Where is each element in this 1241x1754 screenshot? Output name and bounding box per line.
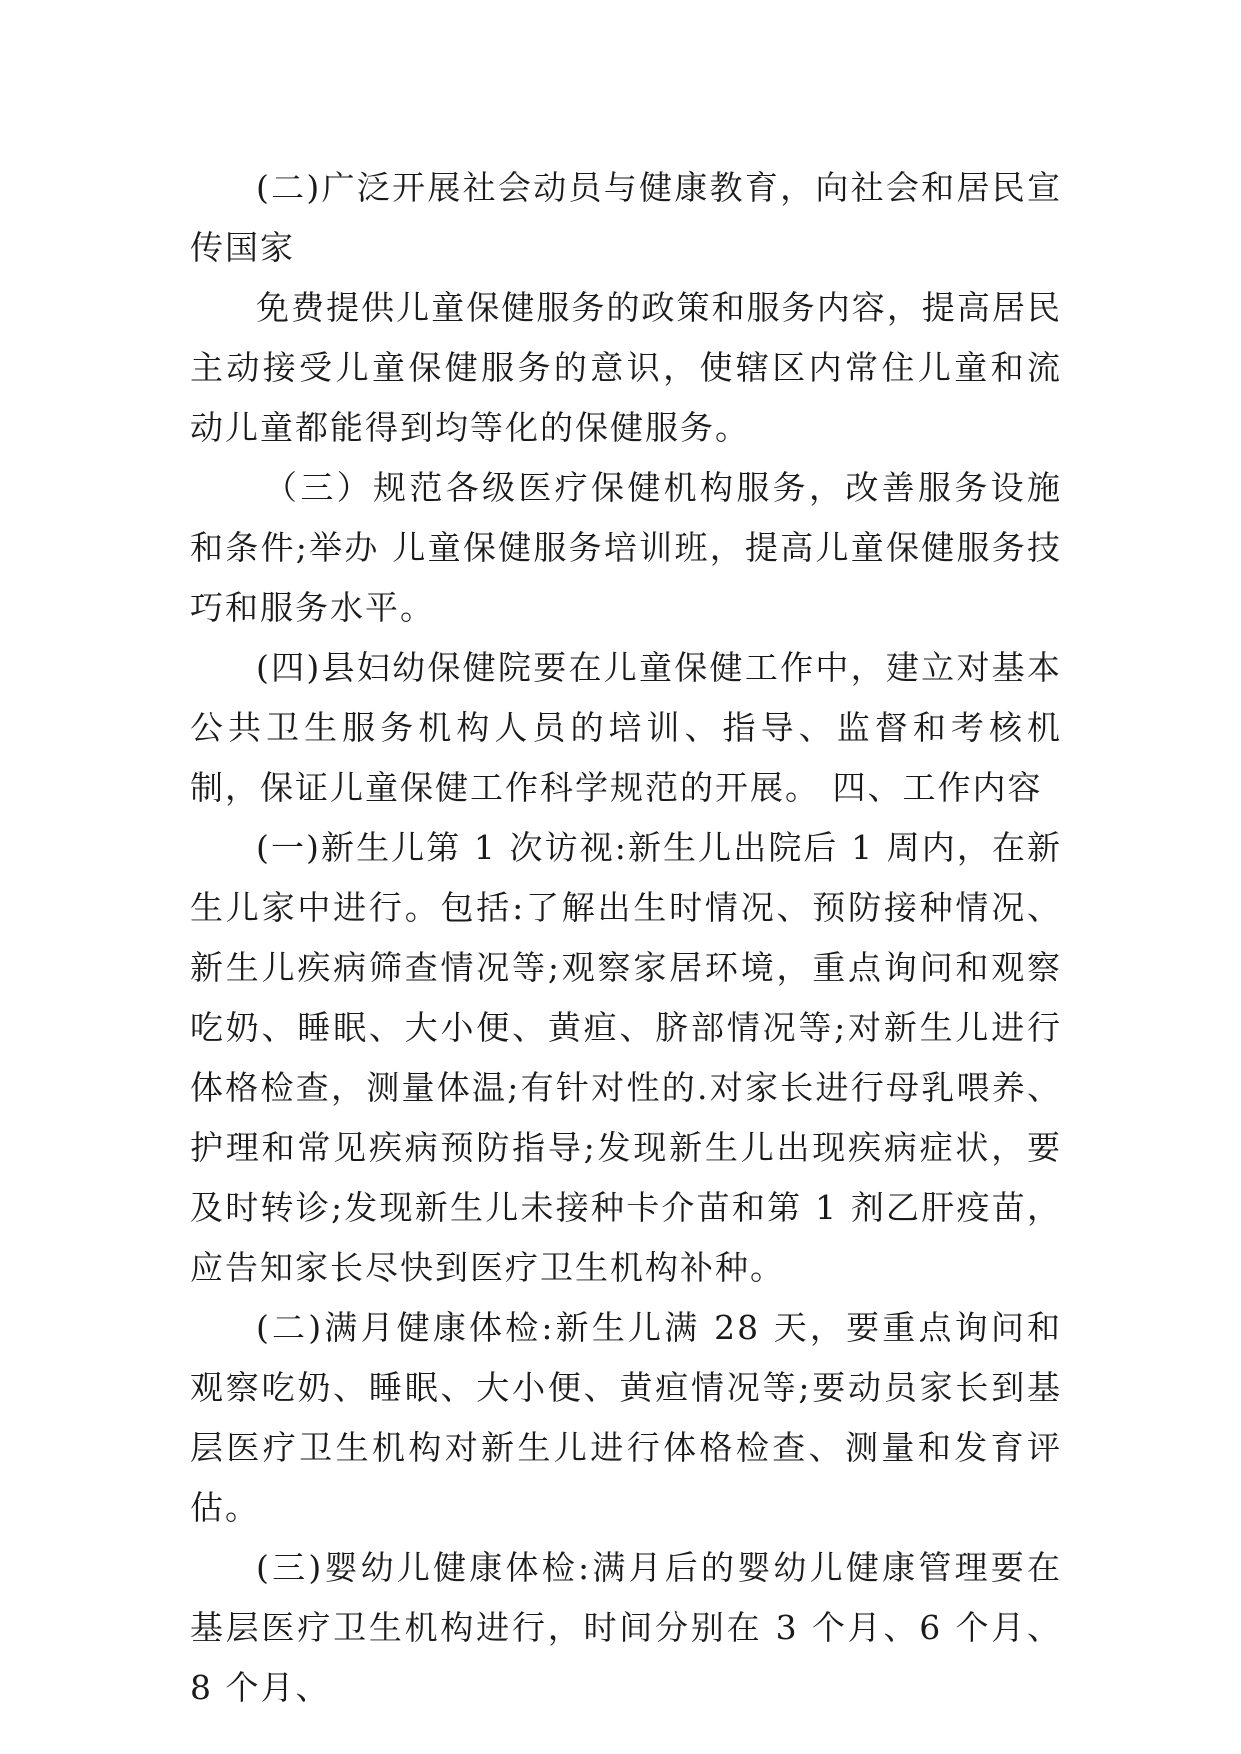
paragraph-social-mobilization: (二)广泛开展社会动员与健康教育，向社会和居民宣传国家 xyxy=(190,168,1062,267)
paragraph-newborn-first-visit: (一)新生儿第 1 次访视:新生儿出院后 1 周内，在新生儿家中进行。包括:了解出生时情况、预防接种情况、新生儿疾病筛查情况等;观察家居环境，重点询问和观察吃奶、睡眠、大小便、黄疸、脐部情况等;对新生儿进行体格检查，测量体温;有针对性的.对家长进行母乳喂养、护理和常见疾病预防指导;发现新生儿出现疾病症状，要及时转诊;发现新生儿未接种卡介苗和第 1 剂乙肝疫苗，应告知家长尽快到医疗卫生机构补种。 xyxy=(190,828,1062,1287)
paragraph-full-month-checkup: (二)满月健康体检:新生儿满 28 天，要重点询问和观察吃奶、睡眠、大小便、黄疸情况等;要动员家长到基层医疗卫生机构对新生儿进行体格检查、测量和发育评估。 xyxy=(190,1308,1062,1527)
paragraph-free-services: 免费提供儿童保健服务的政策和服务内容，提高居民主动接受儿童保健服务的意识，使辖区内常住儿童和流动儿童都能得到均等化的保健服务。 xyxy=(190,288,1062,447)
paragraph-standardize-institutions: （三）规范各级医疗保健机构服务，改善服务设施和条件;举办 儿童保健服务培训班，提高儿童保健服务技巧和服务水平。 xyxy=(190,468,1062,627)
paragraph-county-hospital: (四)县妇幼保健院要在儿童保健工作中，建立对基本公共卫生服务机构人员的培训、指导、监督和考核机制，保证儿童保健工作科学规范的开展。 四、工作内容 xyxy=(190,648,1062,807)
paragraph-infant-checkup: (三)婴幼儿健康体检:满月后的婴幼儿健康管理要在基层医疗卫生机构进行，时间分别在 3 个月、6 个月、8 个月、 xyxy=(190,1548,1062,1707)
document-body xyxy=(190,158,1062,1718)
